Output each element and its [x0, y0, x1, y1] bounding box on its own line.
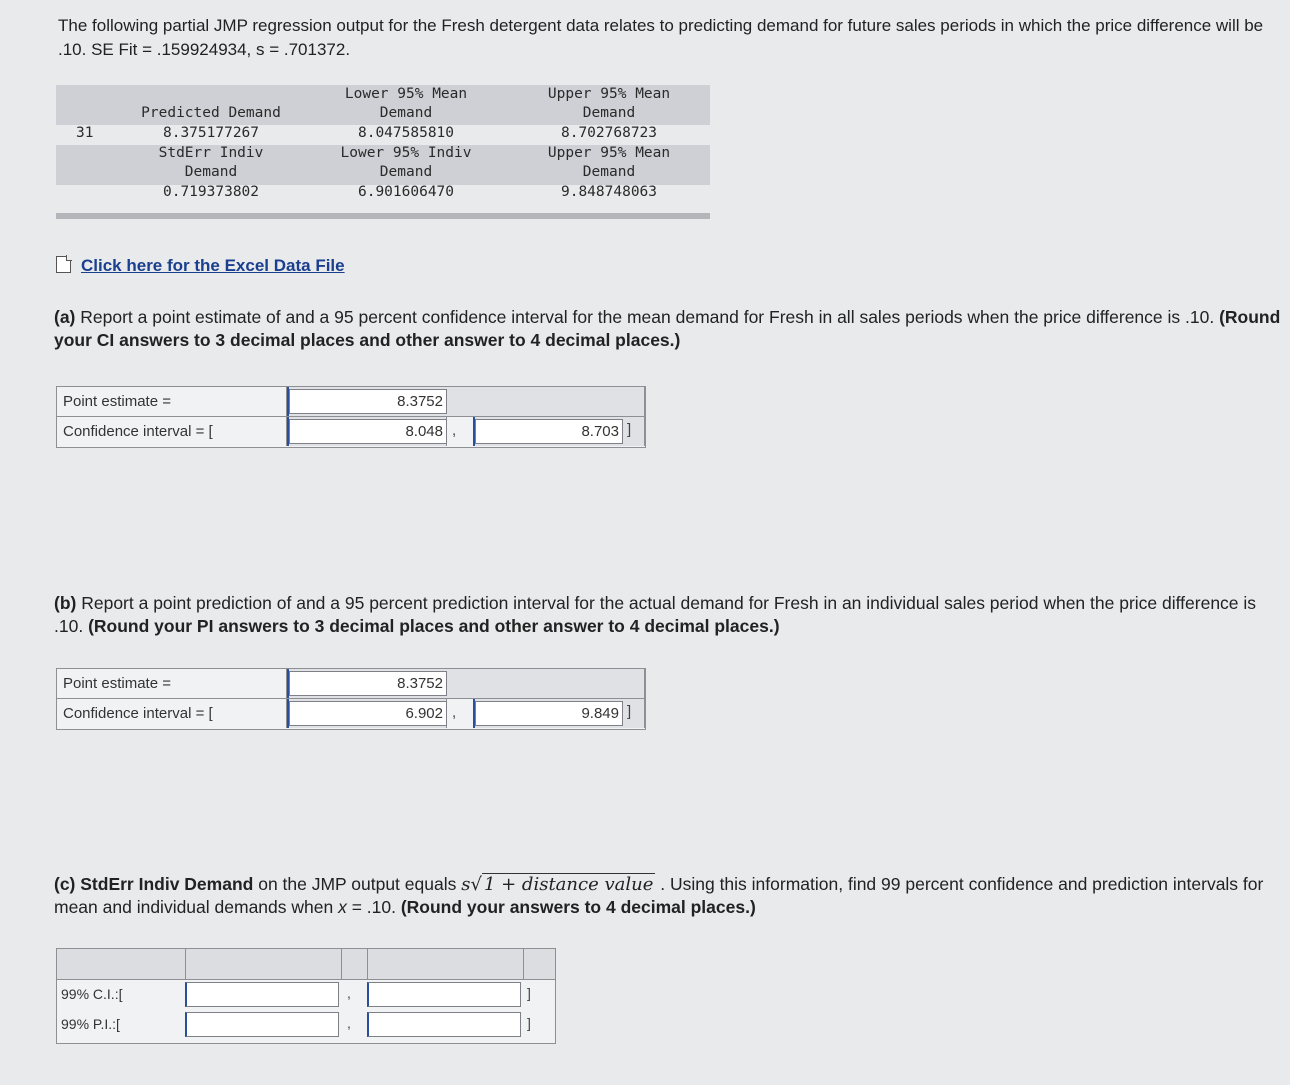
part-c-question	[54, 873, 1284, 919]
column-divider	[185, 949, 186, 979]
comma-separator: ,	[347, 985, 351, 1001]
part-a-rounding-note: (Round your CI answers to 3 decimal places and other answer to 4 decimal places.)	[54, 307, 1281, 350]
point-estimate-label: Point estimate =	[57, 669, 287, 698]
confidence-interval-label: Confidence interval = [	[57, 417, 287, 446]
close-bracket: ]	[627, 703, 632, 720]
jmp-value-lower-indiv: 6.901606470	[357, 184, 455, 200]
ci-lower-cell	[287, 417, 447, 446]
pi-99-upper-input[interactable]	[367, 1012, 521, 1037]
jmp-header-predicted: Predicted Demand	[141, 105, 281, 121]
problem-intro: The following partial JMP regression output for the Fresh detergent data relates to predicting demand for future sales periods in which the price difference will be .10. SE Fit = .159924934, s = .701372.	[58, 16, 1264, 59]
pi-99-lower-input[interactable]	[185, 1012, 339, 1037]
pi-lower-cell	[287, 699, 447, 728]
comma-separator: ,	[347, 1015, 351, 1031]
ci-99-lower-input[interactable]	[185, 982, 339, 1007]
confidence-interval-label: Confidence interval = [	[57, 699, 287, 728]
part-c-text: on the JMP output equals	[253, 874, 462, 894]
point-estimate-cell	[287, 669, 645, 698]
pi-99-label: 99% P.I.:[	[61, 1016, 120, 1032]
sqrt-icon: √	[470, 874, 482, 895]
jmp-output-table	[56, 85, 710, 222]
part-c-header-row	[57, 949, 555, 980]
part-c-text: = .10.	[346, 897, 396, 917]
ci-99-upper-input[interactable]	[367, 982, 521, 1007]
part-c-term: StdErr Indiv Demand	[75, 874, 254, 894]
jmp-header-lower-mean: Demand	[379, 105, 433, 121]
part-c-rounding-note: (Round your answers to 4 decimal places.)	[395, 897, 756, 917]
excel-data-link[interactable]	[56, 256, 345, 276]
jmp-value-stderr: 0.719373802	[162, 184, 260, 200]
pi-99-row	[57, 1010, 555, 1039]
jmp-row-number: 31	[76, 125, 94, 141]
jmp-header-upper-mean: Upper 95% Mean	[547, 86, 671, 102]
jmp-header-lower-indiv: Lower 95% Indiv	[340, 145, 472, 161]
comma-separator: ,	[452, 704, 457, 721]
close-bracket: ]	[527, 1015, 531, 1031]
close-bracket: ]	[627, 421, 632, 438]
part-a-label: (a)	[54, 307, 76, 327]
ci-lower-input[interactable]: 8.048	[289, 419, 447, 444]
jmp-header-lower-indiv: Demand	[379, 164, 433, 180]
formula-s: s	[461, 874, 471, 895]
document-icon	[56, 256, 71, 273]
pi-upper-input[interactable]: 9.849	[475, 701, 623, 726]
excel-data-link-text[interactable]: Click here for the Excel Data File	[81, 256, 345, 275]
part-a-question	[54, 306, 1284, 352]
part-b-rounding-note: (Round your PI answers to 3 decimal places and other answer to 4 decimal places.)	[83, 616, 780, 636]
part-c-answer-table	[56, 948, 556, 1044]
jmp-value-predicted: 8.375177267	[162, 125, 260, 141]
point-estimate-row	[57, 669, 645, 699]
confidence-interval-row	[57, 417, 645, 446]
column-divider	[341, 949, 342, 979]
jmp-bottom-rule	[56, 213, 710, 219]
part-c-text: . Using this information, find 99 percent confidence and prediction intervals for mean and individual demands when	[54, 874, 1264, 917]
jmp-value-lower-mean: 8.047585810	[357, 125, 455, 141]
ci-99-label: 99% C.I.:[	[61, 986, 123, 1002]
point-estimate-input[interactable]: 8.3752	[289, 671, 447, 696]
ci-upper-input[interactable]: 8.703	[475, 419, 623, 444]
part-c-label: (c)	[54, 874, 76, 894]
ci-upper-cell	[473, 417, 645, 446]
point-estimate-row	[57, 387, 645, 417]
close-bracket: ]	[527, 985, 531, 1001]
jmp-header-upper-indiv: Demand	[582, 164, 636, 180]
point-estimate-cell	[287, 387, 645, 416]
column-divider	[523, 949, 524, 979]
part-a-text: Report a point estimate of and a 95 percent confidence interval for the mean demand for Fresh in all sales periods when the price difference is .10.	[75, 307, 1215, 327]
jmp-value-upper-mean: 8.702768723	[560, 125, 658, 141]
jmp-header-stderr: StdErr Indiv	[158, 145, 264, 161]
part-c-x: x	[338, 897, 347, 917]
part-b-text: Report a point prediction of and a 95 percent prediction interval for the actual demand for Fresh in an individual sales period when the price difference is .10.	[54, 593, 1257, 636]
stderr-formula	[461, 873, 655, 895]
pi-lower-input[interactable]: 6.902	[289, 701, 447, 726]
point-estimate-input[interactable]: 8.3752	[289, 389, 447, 414]
formula-radicand: 1 + distance value	[483, 874, 654, 895]
comma-separator: ,	[452, 422, 457, 439]
jmp-value-upper-indiv: 9.848748063	[560, 184, 658, 200]
jmp-header-lower-mean: Lower 95% Mean	[344, 86, 468, 102]
part-a-answer-table	[56, 386, 646, 448]
confidence-interval-row	[57, 699, 645, 728]
point-estimate-label: Point estimate =	[57, 387, 287, 416]
jmp-header-upper-indiv: Upper 95% Mean	[547, 145, 671, 161]
part-b-label: (b)	[54, 593, 77, 613]
part-b-question	[54, 592, 1284, 638]
column-divider	[367, 949, 368, 979]
pi-upper-cell	[473, 699, 645, 728]
part-b-answer-table	[56, 668, 646, 730]
jmp-header-upper-mean: Demand	[582, 105, 636, 121]
ci-99-row	[57, 980, 555, 1009]
jmp-header-stderr: Demand	[184, 164, 238, 180]
